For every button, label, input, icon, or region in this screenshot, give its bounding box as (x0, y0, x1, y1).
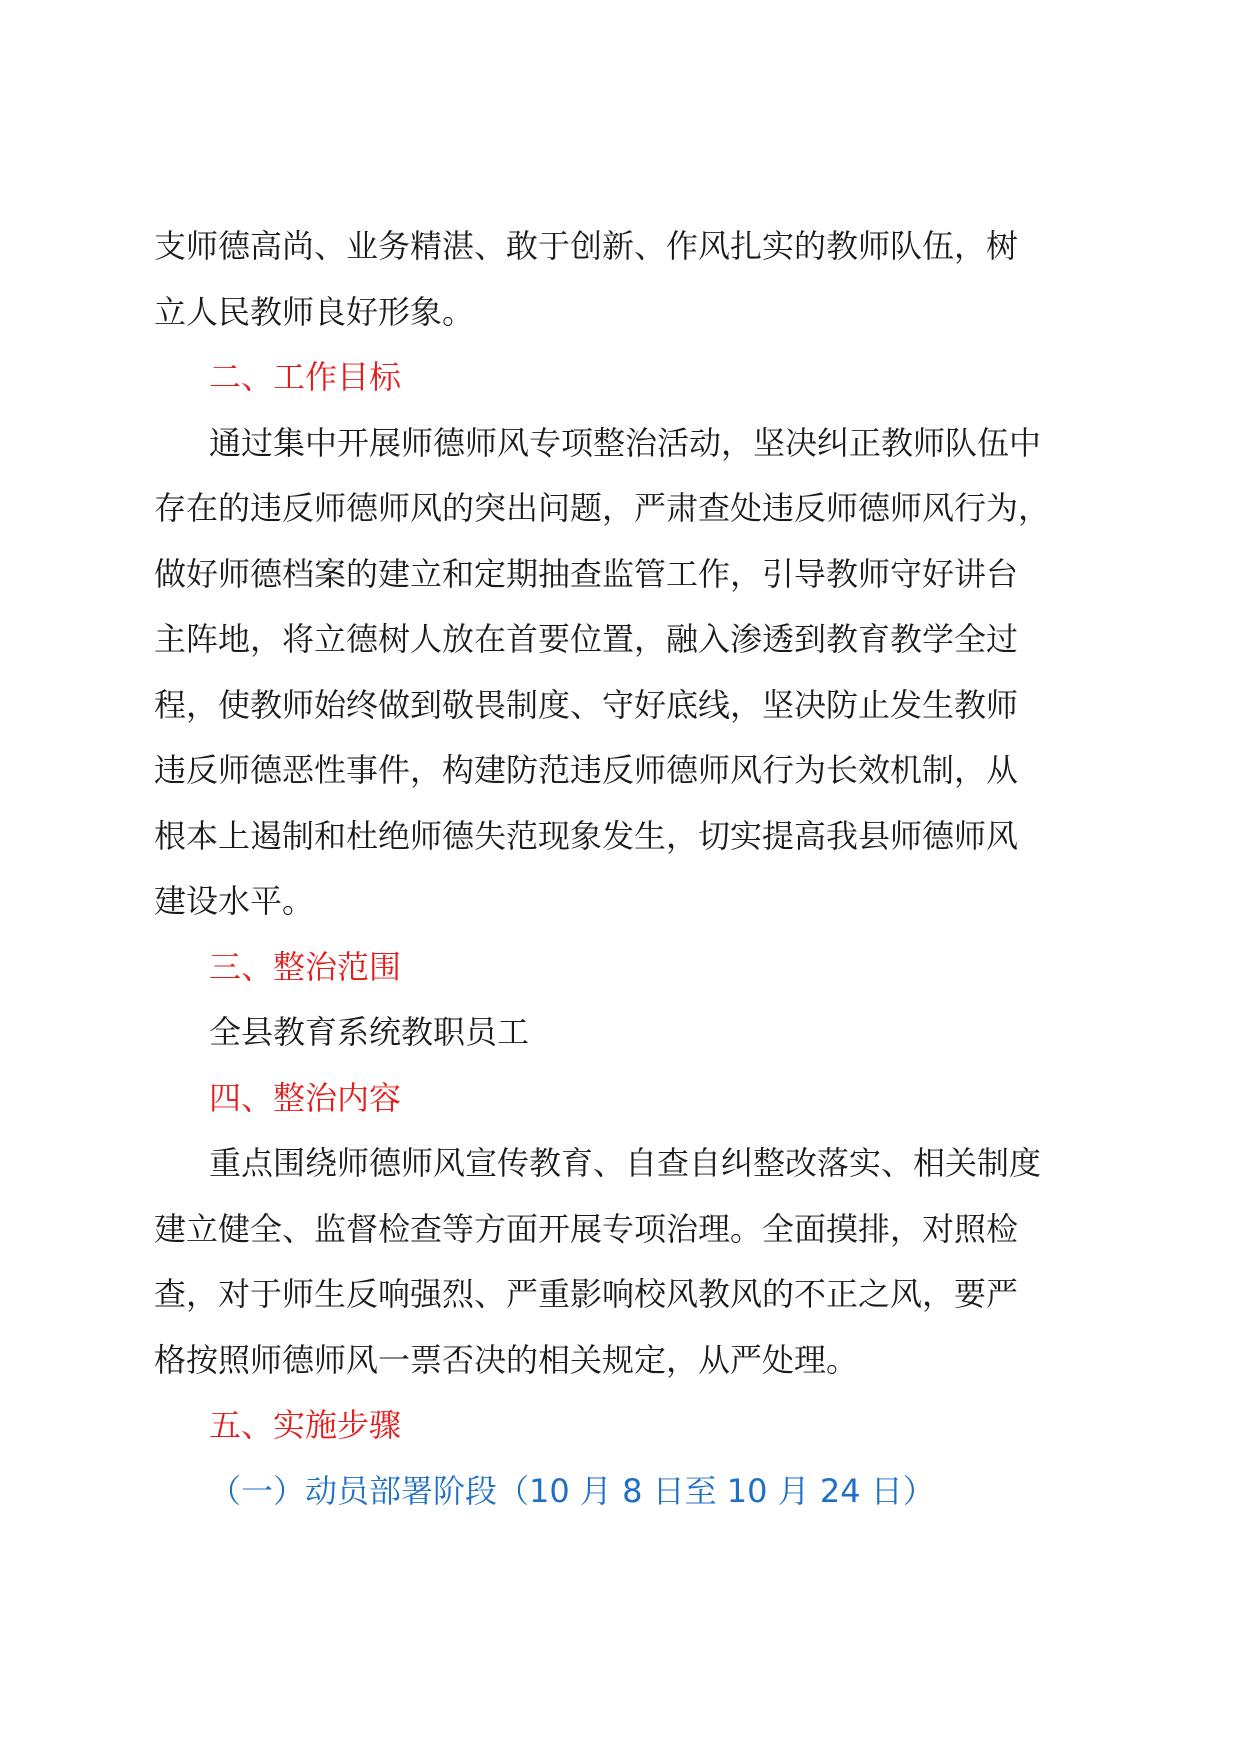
paragraph-line: 格按照师德师风一票否决的相关规定，从严处理。 (154, 1340, 859, 1379)
paragraph-line: 通过集中开展师德师风专项整治活动，坚决纠正教师队伍中 (209, 423, 1042, 462)
document-body (154, 214, 1089, 1524)
paragraph-line: 做好师德档案的建立和定期抽查监管工作，引导教师守好讲台 (154, 554, 1019, 593)
section-heading-goals: 二、工作目标 (209, 358, 402, 396)
paragraph-line: 查，对于师生反响强烈、严重影响校风教风的不正之风，要严 (154, 1275, 1019, 1313)
section-heading-scope: 三、整治范围 (209, 947, 402, 986)
paragraph-line: 违反师德恶性事件，构建防范违反师德师风行为长效机制，从 (154, 751, 1019, 789)
paragraph-line: 存在的违反师德师风的突出问题，严肃查处违反师德师风行为， (154, 489, 1051, 527)
paragraph-line: 全县教育系统教职员工 (209, 1013, 530, 1051)
paragraph-line: 立人民教师良好形象。 (154, 292, 475, 331)
section-heading-steps: 五、实施步骤 (209, 1406, 402, 1444)
paragraph-line: 主阵地，将立德树人放在首要位置，融入渗透到教育教学全过 (154, 620, 1019, 658)
paragraph-line: 建设水平。 (154, 882, 315, 920)
paragraph-line: 支师德高尚、业务精湛、敢于创新、作风扎实的教师队伍，树 (154, 227, 1019, 265)
paragraph-line: 根本上遏制和杜绝师德失范现象发生，切实提高我县师德师风 (154, 816, 1019, 855)
paragraph-line: 建立健全、监督检查等方面开展专项治理。全面摸排，对照检 (154, 1209, 1019, 1248)
paragraph-line: 程，使教师始终做到敬畏制度、守好底线，坚决防止发生教师 (154, 685, 1019, 724)
section-heading-content: 四、整治内容 (209, 1078, 402, 1117)
paragraph-line: 重点围绕师德师风宣传教育、自查自纠整改落实、相关制度 (209, 1144, 1042, 1182)
subsection-heading-mobilization: （一）动员部署阶段（10 月 8 日至 10 月 24 日） (209, 1471, 935, 1510)
